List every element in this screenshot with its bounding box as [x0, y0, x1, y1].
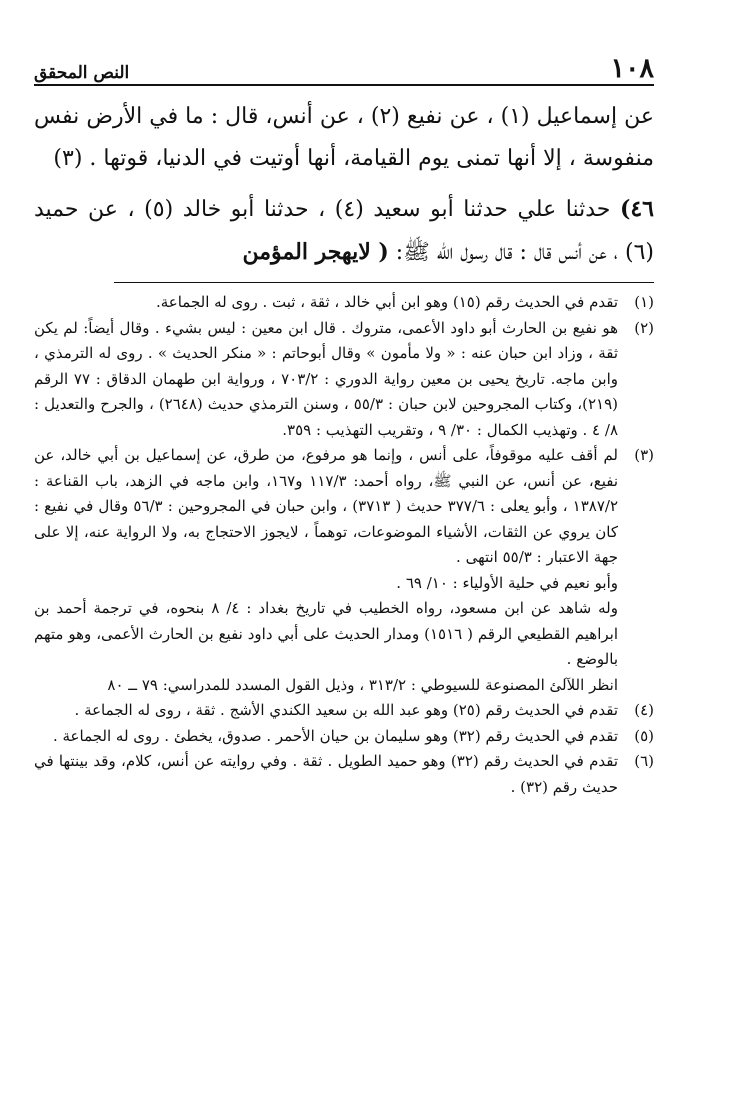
hadith-bold-phrase: ( لايهجر المؤمن [242, 239, 389, 265]
page-header [34, 46, 654, 82]
footnote-body [34, 443, 618, 698]
footnote-body [34, 698, 618, 724]
running-title: النص المحقق [34, 63, 130, 83]
footnote-3 [34, 443, 654, 698]
footnote-text: تقدم في الحديث رقم (٣٢) وهو حميد الطويل . ثقة . وفي روايته عن أنس، كلام، وقد بينتها في حديث رقم (٣٢) . [34, 752, 618, 796]
footnote-number: (١) [634, 293, 654, 311]
footnote-5 [34, 724, 654, 750]
hadith-number: ٤٦) [619, 196, 654, 222]
footnote-text: وله شاهد عن ابن مسعود، رواه الخطيب في تاريخ بغداد : ٤/ ٨ بنحوه، في ترجمة أحمد بن ابراهيم القطيعي الرقم ( ١٥١٦) ومدار الحديث على أبي داود نفيع بن الحارث الأعمى، وهو متهم بالوضع . [34, 599, 618, 668]
footnote-1 [34, 290, 654, 316]
main-paragraph-1: عن إسماعيل (١) ، عن نفيع (٢) ، عن أنس، قال : ما في الأرض نفس منفوسة ، إلا أنها تمنى يوم القيامة، أنها أوتيت في الدنيا، قوتها . (٣) [34, 104, 654, 171]
footnote-number: (٤) [634, 701, 654, 719]
page-number: ١٠٨ [610, 53, 654, 84]
footnote-2 [34, 316, 654, 444]
header-rule [34, 84, 654, 86]
footnote-text: تقدم في الحديث رقم (٣٢) وهو سليمان بن حيان الأحمر . صدوق، يخطئ . روى له الجماعة . [52, 726, 618, 745]
footnote-number: (٥) [634, 726, 654, 745]
footnote-text: تقدم في الحديث رقم (١٥) وهو ابن أبي خالد ، ثقة ، ثبت . روى له الجماعة. [155, 293, 618, 311]
footnote-number: (٢) [634, 318, 654, 337]
footnote-separator [114, 282, 654, 283]
footnote-text: وأبو نعيم في حلية الأولياء : ١٠/ ٦٩ . [396, 573, 618, 592]
footnote-text: لم أقف عليه موقوفاً، على أنس ، وإنما هو مرفوع، من طرق، عن إسماعيل بن أبي خالد، عن نفيع، عن أنس، عن النبي ﷺ، رواه أحمد: ١١٧/٣ و١٦٧، وابن ماجه في الزهد، باب القناعة : ١٣٨٧/٢ ، وأبو يعلى : ٣٧٧/٦ حديث ( ٣٧١٣) ، وابن حبان في المجروحين : ٥٦/٣ وقال في نفيع : كان يروي عن الثقات، الأشياء الموضوعات، توهماً ، لايجوز الاحتجاج به، ولا الرواية عنه، إلا على جهة الاعتبار : ٥٥/٣ انتهى . [34, 446, 619, 566]
footnote-text: تقدم في الحديث رقم (٢٥) وهو عبد الله بن سعيد الكندي الأشج . ثقة ، روى له الجماعة . [74, 701, 618, 719]
footnote-body [34, 749, 618, 800]
footnotes [34, 290, 654, 800]
footnote-text: هو نفيع بن الحارث أبو داود الأعمى، متروك . قال ابن معين : ليس بشيء . وقال أيضاً: لم يكن ثقة ، وزاد ابن حبان عنه : « ولا مأمون » وقال أبوحاتم : « منكر الحديث » . روى له الترمذي ، وابن ماجه. تاريخ يحيى بن معين رواية الدوري : ٧٠٣/٢ ، ورواية ابن طهمان الدقاق : ٧٧ الرقم (٢١٩)، وكتاب المجروحين لابن حبان : ٥٥/٣ ، وسنن الترمذي حديث (٢٦٤٨) ، والجرح والتعديل : ٨/ ٤ . وتهذيب الكمال : ٣٠/ ٩ ، وتقريب التهذيب : ٣٥٩. [34, 318, 618, 439]
footnote-body [34, 316, 618, 444]
main-text [34, 96, 654, 274]
footnote-6 [34, 749, 654, 800]
hadith-paragraph [34, 188, 654, 274]
footnote-body [34, 724, 618, 750]
hadith-text: حدثنا علي حدثنا أبو سعيد (٤) ، حدثنا أبو خالد (٥) ، عن حميد (٦) ، عن أنس قال : قال رسول الله ﷺ: [34, 197, 654, 265]
footnote-number: (٣) [634, 446, 654, 464]
footnote-body [34, 290, 618, 316]
footnote-number: (٦) [634, 752, 654, 770]
footnote-4 [34, 698, 654, 724]
footnote-text: انظر اللآلئ المصنوعة للسيوطي : ٣١٣/٢ ، وذيل القول المسدد للمدراسي: ٧٩ ــ ٨٠ [107, 675, 618, 694]
